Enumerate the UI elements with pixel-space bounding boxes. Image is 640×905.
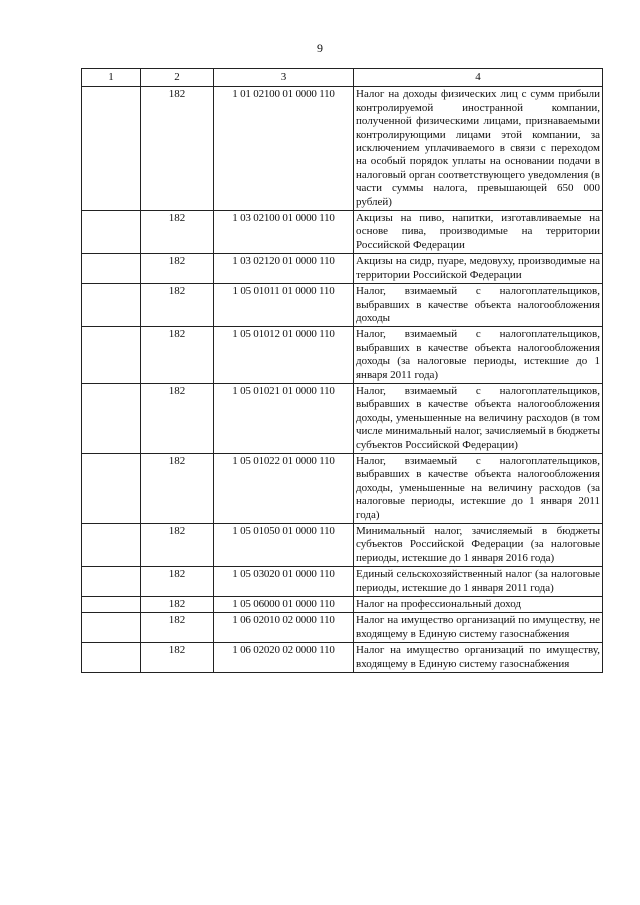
description-cell: Налог на имущество организаций по имуществу, не входящему в Единую систему газоснабжения — [354, 613, 603, 643]
admin-code-cell: 182 — [141, 643, 214, 673]
budget-code-cell: 1 03 02120 01 0000 110 — [214, 254, 354, 284]
admin-code-cell: 182 — [141, 383, 214, 453]
table-row — [82, 597, 603, 613]
row-blank-cell — [82, 643, 141, 673]
budget-code-cell: 1 06 02010 02 0000 110 — [214, 613, 354, 643]
row-blank-cell — [82, 524, 141, 567]
row-blank-cell — [82, 87, 141, 211]
description-cell: Акцизы на пиво, напитки, изготавливаемые на основе пива, производимые на территории Российской Федерации — [354, 211, 603, 254]
budget-code-cell: 1 05 03020 01 0000 110 — [214, 567, 354, 597]
table-row — [82, 643, 603, 673]
header-cell-2: 2 — [141, 69, 214, 87]
row-blank-cell — [82, 327, 141, 384]
budget-code-cell: 1 05 01011 01 0000 110 — [214, 284, 354, 327]
description-cell: Налог, взимаемый с налогоплательщиков, выбравших в качестве объекта налогообложения доходы, уменьшенные на величину расходов (за налоговые периоды, истекшие до 1 января 2011 года) — [354, 453, 603, 523]
description-cell: Налог на профессиональный доход — [354, 597, 603, 613]
budget-code-cell: 1 05 01022 01 0000 110 — [214, 453, 354, 523]
table-row — [82, 327, 603, 384]
description-cell: Единый сельскохозяйственный налог (за налоговые периоды, истекшие до 1 января 2011 года) — [354, 567, 603, 597]
table-row — [82, 254, 603, 284]
admin-code-cell: 182 — [141, 597, 214, 613]
row-blank-cell — [82, 254, 141, 284]
budget-code-cell: 1 05 01050 01 0000 110 — [214, 524, 354, 567]
row-blank-cell — [82, 567, 141, 597]
description-cell: Налог, взимаемый с налогоплательщиков, выбравших в качестве объекта налогообложения доходы, уменьшенные на величину расходов (в том числе минимальный налог, зачисляемый в бюджеты субъектов Российской Федерации) — [354, 383, 603, 453]
header-cell-4: 4 — [354, 69, 603, 87]
row-blank-cell — [82, 597, 141, 613]
admin-code-cell: 182 — [141, 284, 214, 327]
admin-code-cell: 182 — [141, 613, 214, 643]
table-header-row — [82, 69, 603, 87]
table-row — [82, 383, 603, 453]
budget-code-cell: 1 05 01021 01 0000 110 — [214, 383, 354, 453]
table-row — [82, 613, 603, 643]
admin-code-cell: 182 — [141, 327, 214, 384]
budget-code-cell: 1 06 02020 02 0000 110 — [214, 643, 354, 673]
budget-code-cell: 1 05 01012 01 0000 110 — [214, 327, 354, 384]
table-row — [82, 567, 603, 597]
admin-code-cell: 182 — [141, 211, 214, 254]
description-cell: Налог, взимаемый с налогоплательщиков, выбравших в качестве объекта налогообложения доходы — [354, 284, 603, 327]
row-blank-cell — [82, 383, 141, 453]
description-cell: Акцизы на сидр, пуаре, медовуху, производимые на территории Российской Федерации — [354, 254, 603, 284]
header-cell-3: 3 — [214, 69, 354, 87]
header-cell-1: 1 — [82, 69, 141, 87]
table-row — [82, 453, 603, 523]
row-blank-cell — [82, 613, 141, 643]
table-row — [82, 87, 603, 211]
budget-code-cell: 1 03 02100 01 0000 110 — [214, 211, 354, 254]
budget-codes-table — [81, 68, 603, 673]
description-cell: Налог, взимаемый с налогоплательщиков, выбравших в качестве объекта налогообложения доходы (за налоговые периоды, истекшие до 1 января 2011 года) — [354, 327, 603, 384]
admin-code-cell: 182 — [141, 254, 214, 284]
table-row — [82, 211, 603, 254]
budget-code-cell: 1 01 02100 01 0000 110 — [214, 87, 354, 211]
page-number: 9 — [317, 41, 323, 55]
table-row — [82, 284, 603, 327]
admin-code-cell: 182 — [141, 87, 214, 211]
description-cell: Налог на доходы физических лиц с сумм прибыли контролируемой иностранной компании, полученной физическими лицами, признаваемыми контролирующими лицами этой компании, за исключением уплачиваемого в связи с переходом на особый порядок уплаты на основании подачи в налоговый орган соответствующего уведомления (в части суммы налога, превышающей 650 000 рублей) — [354, 87, 603, 211]
description-cell: Минимальный налог, зачисляемый в бюджеты субъектов Российской Федерации (за налоговые периоды, истекшие до 1 января 2016 года) — [354, 524, 603, 567]
budget-code-cell: 1 05 06000 01 0000 110 — [214, 597, 354, 613]
admin-code-cell: 182 — [141, 524, 214, 567]
row-blank-cell — [82, 453, 141, 523]
admin-code-cell: 182 — [141, 453, 214, 523]
row-blank-cell — [82, 211, 141, 254]
admin-code-cell: 182 — [141, 567, 214, 597]
description-cell: Налог на имущество организаций по имуществу, входящему в Единую систему газоснабжения — [354, 643, 603, 673]
row-blank-cell — [82, 284, 141, 327]
table-row — [82, 524, 603, 567]
